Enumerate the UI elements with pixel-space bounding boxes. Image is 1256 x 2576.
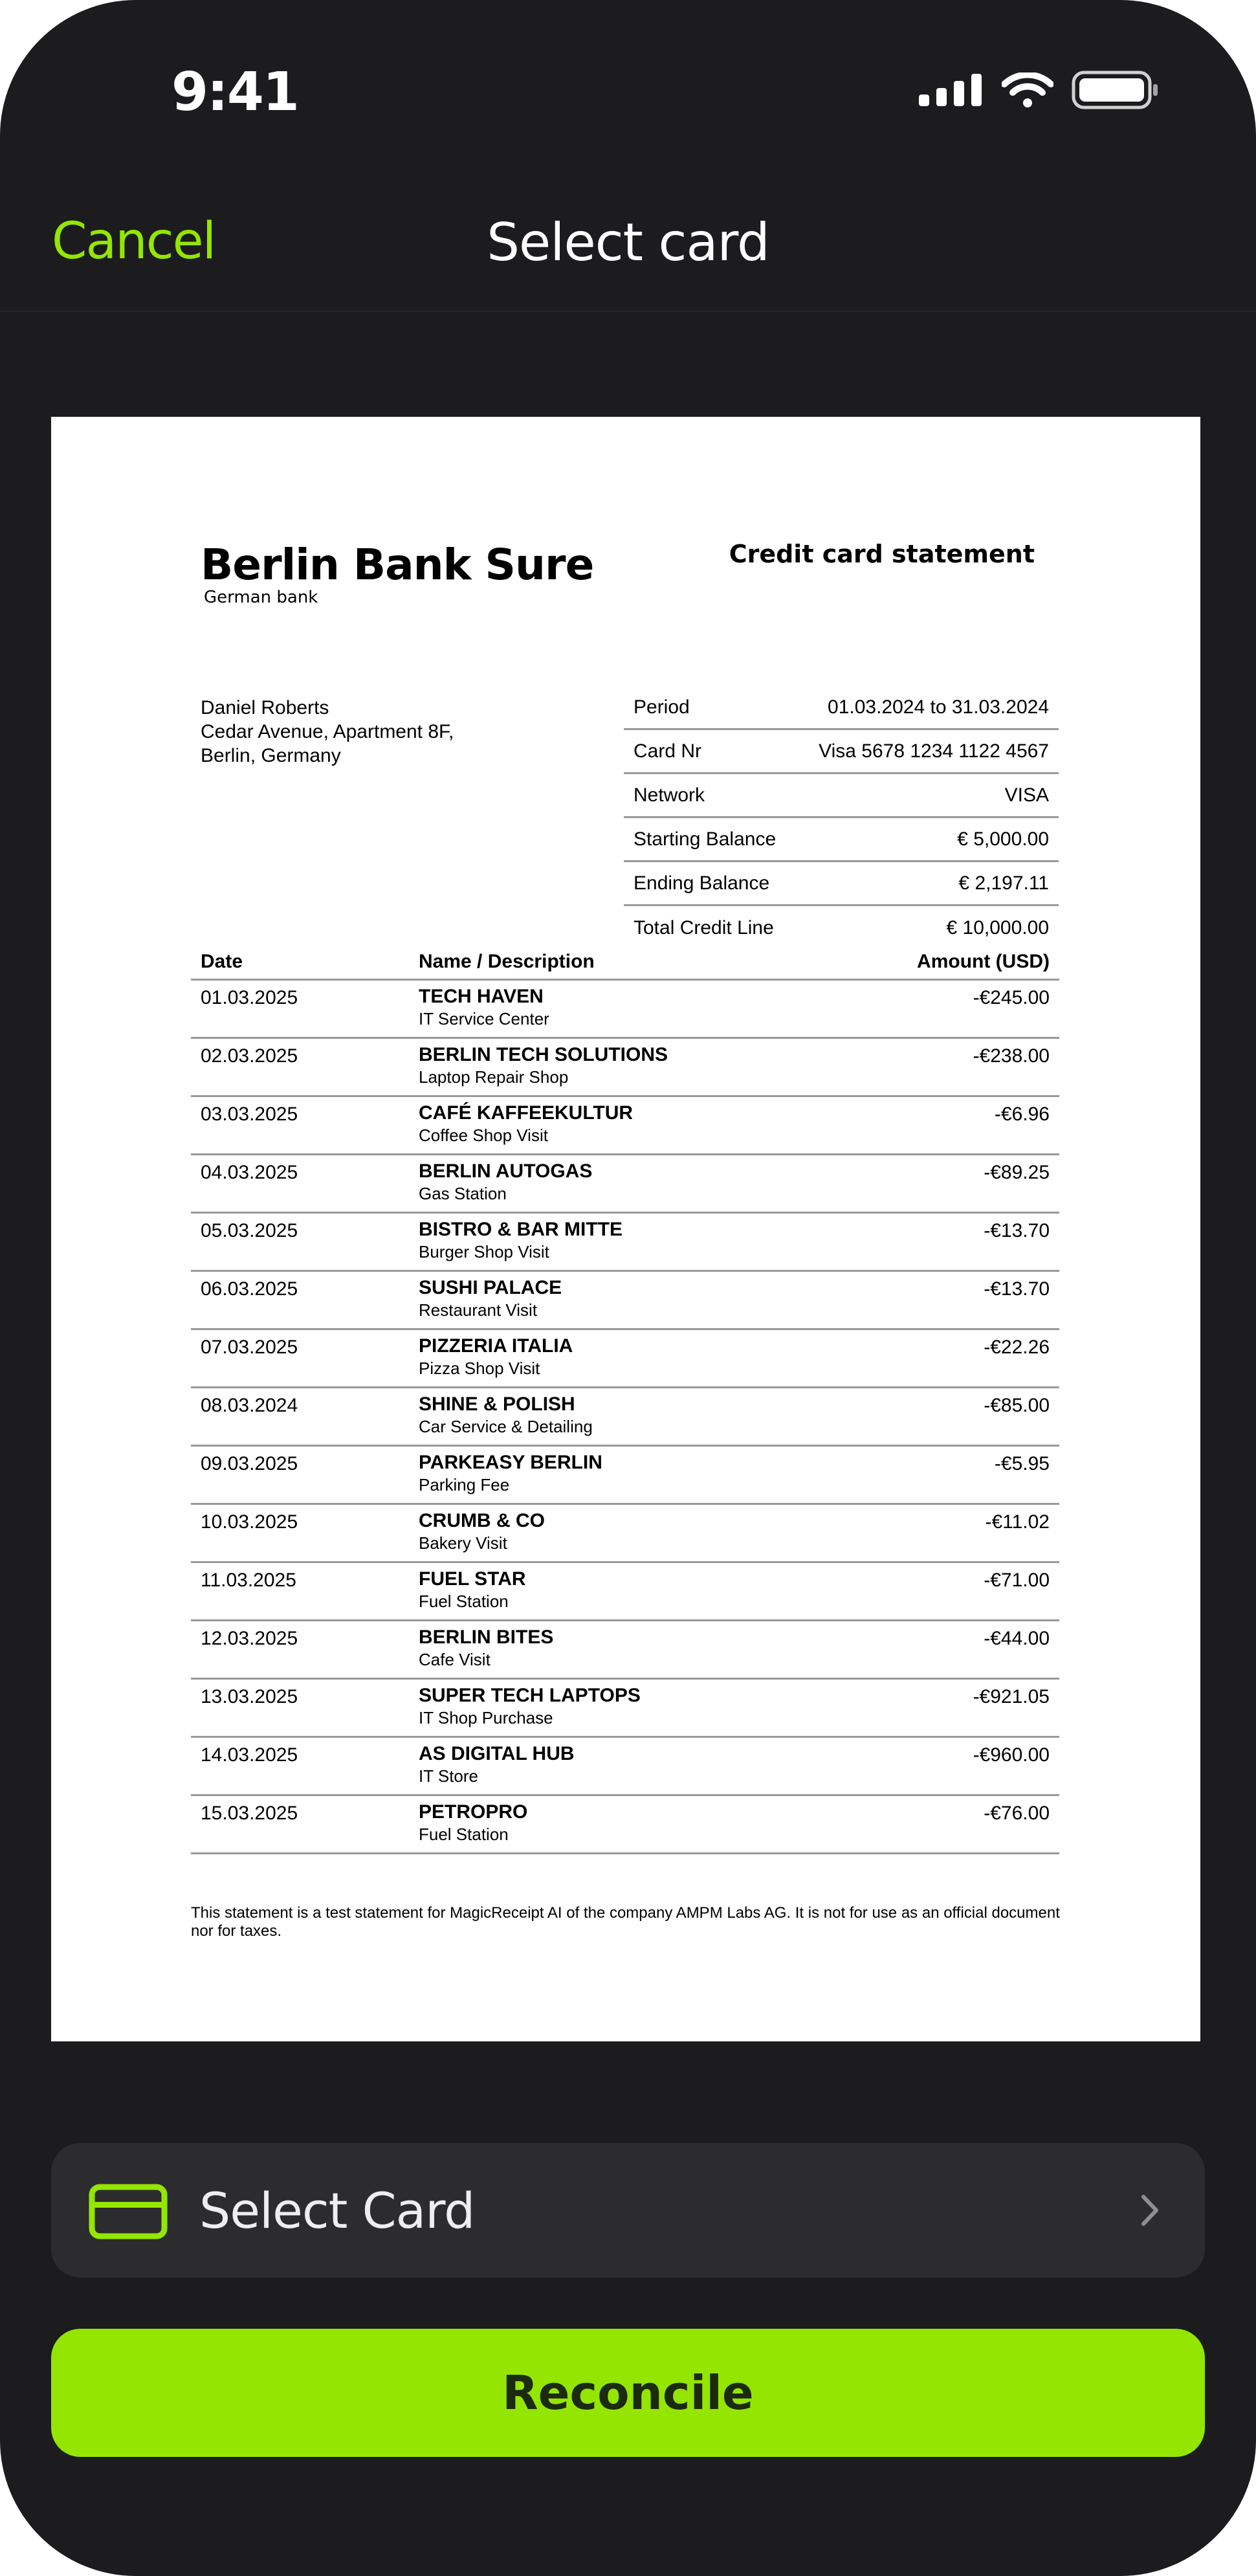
row-date: 10.03.2025	[201, 1511, 298, 1533]
row-amount: -€238.00	[973, 1045, 1050, 1067]
statement-footer: This statement is a test statement for MagicReceipt AI of the company AMPM Labs AG. It is not for use as an official document nor for taxes.	[191, 1904, 1060, 1940]
row-merchant: CAFÉ KAFFEEKULTUR	[419, 1102, 634, 1124]
row-description: Parking Fee	[419, 1475, 510, 1494]
table-row	[191, 1330, 1059, 1388]
row-merchant: CRUMB & CO	[419, 1510, 545, 1531]
wifi-icon	[1002, 72, 1053, 107]
info-value: 01.03.2024 to 31.03.2024	[828, 696, 1049, 718]
row-amount: -€13.70	[984, 1220, 1050, 1241]
row-date: 03.03.2025	[201, 1104, 298, 1125]
row-merchant: AS DIGITAL HUB	[419, 1743, 575, 1764]
page-title: Select card	[487, 212, 769, 272]
status-time: 9:41	[171, 61, 298, 123]
credit-card-icon	[89, 2184, 168, 2239]
table-row	[191, 1505, 1059, 1563]
row-amount: -€5.95	[994, 1453, 1050, 1474]
row-amount: -€85.00	[984, 1395, 1050, 1416]
bank-name: Berlin Bank Sure	[201, 540, 594, 590]
row-description: Fuel Station	[419, 1592, 509, 1611]
row-date: 02.03.2025	[201, 1045, 298, 1067]
row-date: 06.03.2025	[201, 1278, 298, 1300]
info-value: VISA	[1004, 784, 1049, 806]
address-line: Cedar Avenue, Apartment 8F,	[201, 721, 454, 742]
table-row	[191, 1447, 1059, 1505]
table-row	[191, 1272, 1059, 1330]
info-value: € 5,000.00	[957, 828, 1049, 850]
statement-document	[51, 417, 1200, 2041]
info-row	[624, 686, 1059, 730]
row-description: IT Shop Purchase	[419, 1708, 553, 1727]
row-description: Burger Shop Visit	[419, 1242, 549, 1261]
row-description: IT Store	[419, 1766, 479, 1786]
row-merchant: SUPER TECH LAPTOPS	[419, 1685, 641, 1706]
row-date: 07.03.2025	[201, 1337, 298, 1358]
row-merchant: SUSHI PALACE	[419, 1277, 562, 1298]
table-row	[191, 1796, 1059, 1854]
info-value: € 2,197.11	[958, 872, 1049, 894]
table-row	[191, 1680, 1059, 1738]
row-date: 15.03.2025	[201, 1803, 298, 1824]
row-amount: -€89.25	[984, 1162, 1050, 1183]
row-description: Coffee Shop Visit	[419, 1126, 548, 1145]
row-description: Restaurant Visit	[419, 1300, 538, 1320]
row-merchant: SHINE & POLISH	[419, 1393, 575, 1415]
table-row	[191, 1039, 1059, 1097]
row-merchant: PARKEASY BERLIN	[419, 1452, 602, 1473]
row-date: 12.03.2025	[201, 1628, 298, 1649]
info-label: Card Nr	[634, 740, 702, 762]
bank-subtitle: German bank	[204, 588, 318, 607]
row-amount: -€11.02	[985, 1511, 1050, 1533]
table-row	[191, 1738, 1059, 1796]
row-amount: -€6.96	[994, 1104, 1050, 1125]
header-date: Date	[201, 950, 243, 972]
info-value: Visa 5678 1234 1122 4567	[819, 740, 1049, 762]
table-row	[191, 1155, 1059, 1214]
status-bar	[0, 61, 1256, 126]
nav-bar	[0, 0, 1256, 312]
row-amount: -€245.00	[973, 987, 1050, 1008]
row-amount: -€76.00	[984, 1803, 1050, 1824]
header-amount: Amount (USD)	[917, 950, 1050, 972]
row-merchant: PETROPRO	[419, 1801, 528, 1823]
cancel-button[interactable]: Cancel	[52, 212, 215, 271]
transactions-table	[191, 944, 1059, 1854]
info-label: Network	[634, 784, 705, 806]
signal-icon	[919, 74, 984, 106]
customer-address	[201, 696, 454, 768]
reconcile-button[interactable]: Reconcile	[51, 2329, 1205, 2457]
statement-info-table	[624, 686, 1059, 950]
row-merchant: PIZZERIA ITALIA	[419, 1335, 573, 1357]
select-card-label: Select Card	[199, 2182, 475, 2239]
row-date: 04.03.2025	[201, 1162, 298, 1183]
row-description: Car Service & Detailing	[419, 1417, 593, 1436]
select-card-button[interactable]	[51, 2143, 1205, 2278]
row-date: 08.03.2024	[201, 1395, 298, 1416]
info-label: Total Credit Line	[634, 917, 774, 938]
info-label: Ending Balance	[634, 872, 770, 894]
row-description: IT Service Center	[419, 1009, 549, 1028]
info-label: Period	[634, 696, 690, 718]
table-row	[191, 1214, 1059, 1272]
row-merchant: BERLIN BITES	[419, 1627, 554, 1648]
row-amount: -€921.05	[973, 1686, 1050, 1707]
row-merchant: BERLIN TECH SOLUTIONS	[419, 1044, 668, 1065]
address-line: Daniel Roberts	[201, 697, 329, 718]
row-date: 14.03.2025	[201, 1744, 298, 1766]
info-value: € 10,000.00	[946, 917, 1049, 938]
row-merchant: FUEL STAR	[419, 1568, 526, 1590]
info-row	[624, 818, 1059, 862]
table-header	[191, 944, 1059, 981]
row-merchant: BERLIN AUTOGAS	[419, 1160, 593, 1182]
address-line: Berlin, Germany	[201, 745, 341, 766]
row-date: 13.03.2025	[201, 1686, 298, 1707]
table-row	[191, 1621, 1059, 1680]
row-date: 09.03.2025	[201, 1453, 298, 1474]
row-amount: -€22.26	[984, 1337, 1050, 1358]
row-description: Pizza Shop Visit	[419, 1359, 540, 1378]
info-row	[624, 906, 1059, 950]
battery-icon	[1072, 71, 1159, 109]
row-amount: -€44.00	[984, 1628, 1050, 1649]
row-amount: -€13.70	[984, 1278, 1050, 1300]
info-row	[624, 862, 1059, 906]
table-row	[191, 981, 1059, 1039]
document-title: Credit card statement	[729, 540, 1035, 568]
row-amount: -€960.00	[973, 1744, 1050, 1766]
row-amount: -€71.00	[984, 1570, 1050, 1591]
row-merchant: TECH HAVEN	[419, 986, 544, 1007]
row-date: 05.03.2025	[201, 1220, 298, 1241]
table-row	[191, 1563, 1059, 1621]
chevron-right-icon	[1140, 2193, 1160, 2227]
table-row	[191, 1388, 1059, 1447]
row-description: Fuel Station	[419, 1825, 509, 1844]
row-date: 11.03.2025	[201, 1570, 296, 1591]
row-merchant: BISTRO & BAR MITTE	[419, 1219, 622, 1240]
info-row	[624, 730, 1059, 774]
info-row	[624, 774, 1059, 818]
row-description: Cafe Visit	[419, 1650, 490, 1669]
row-description: Laptop Repair Shop	[419, 1067, 569, 1087]
header-name: Name / Description	[419, 950, 595, 972]
row-description: Bakery Visit	[419, 1533, 507, 1553]
table-row	[191, 1097, 1059, 1155]
info-label: Starting Balance	[634, 828, 777, 850]
row-date: 01.03.2025	[201, 987, 298, 1008]
row-description: Gas Station	[419, 1184, 507, 1203]
